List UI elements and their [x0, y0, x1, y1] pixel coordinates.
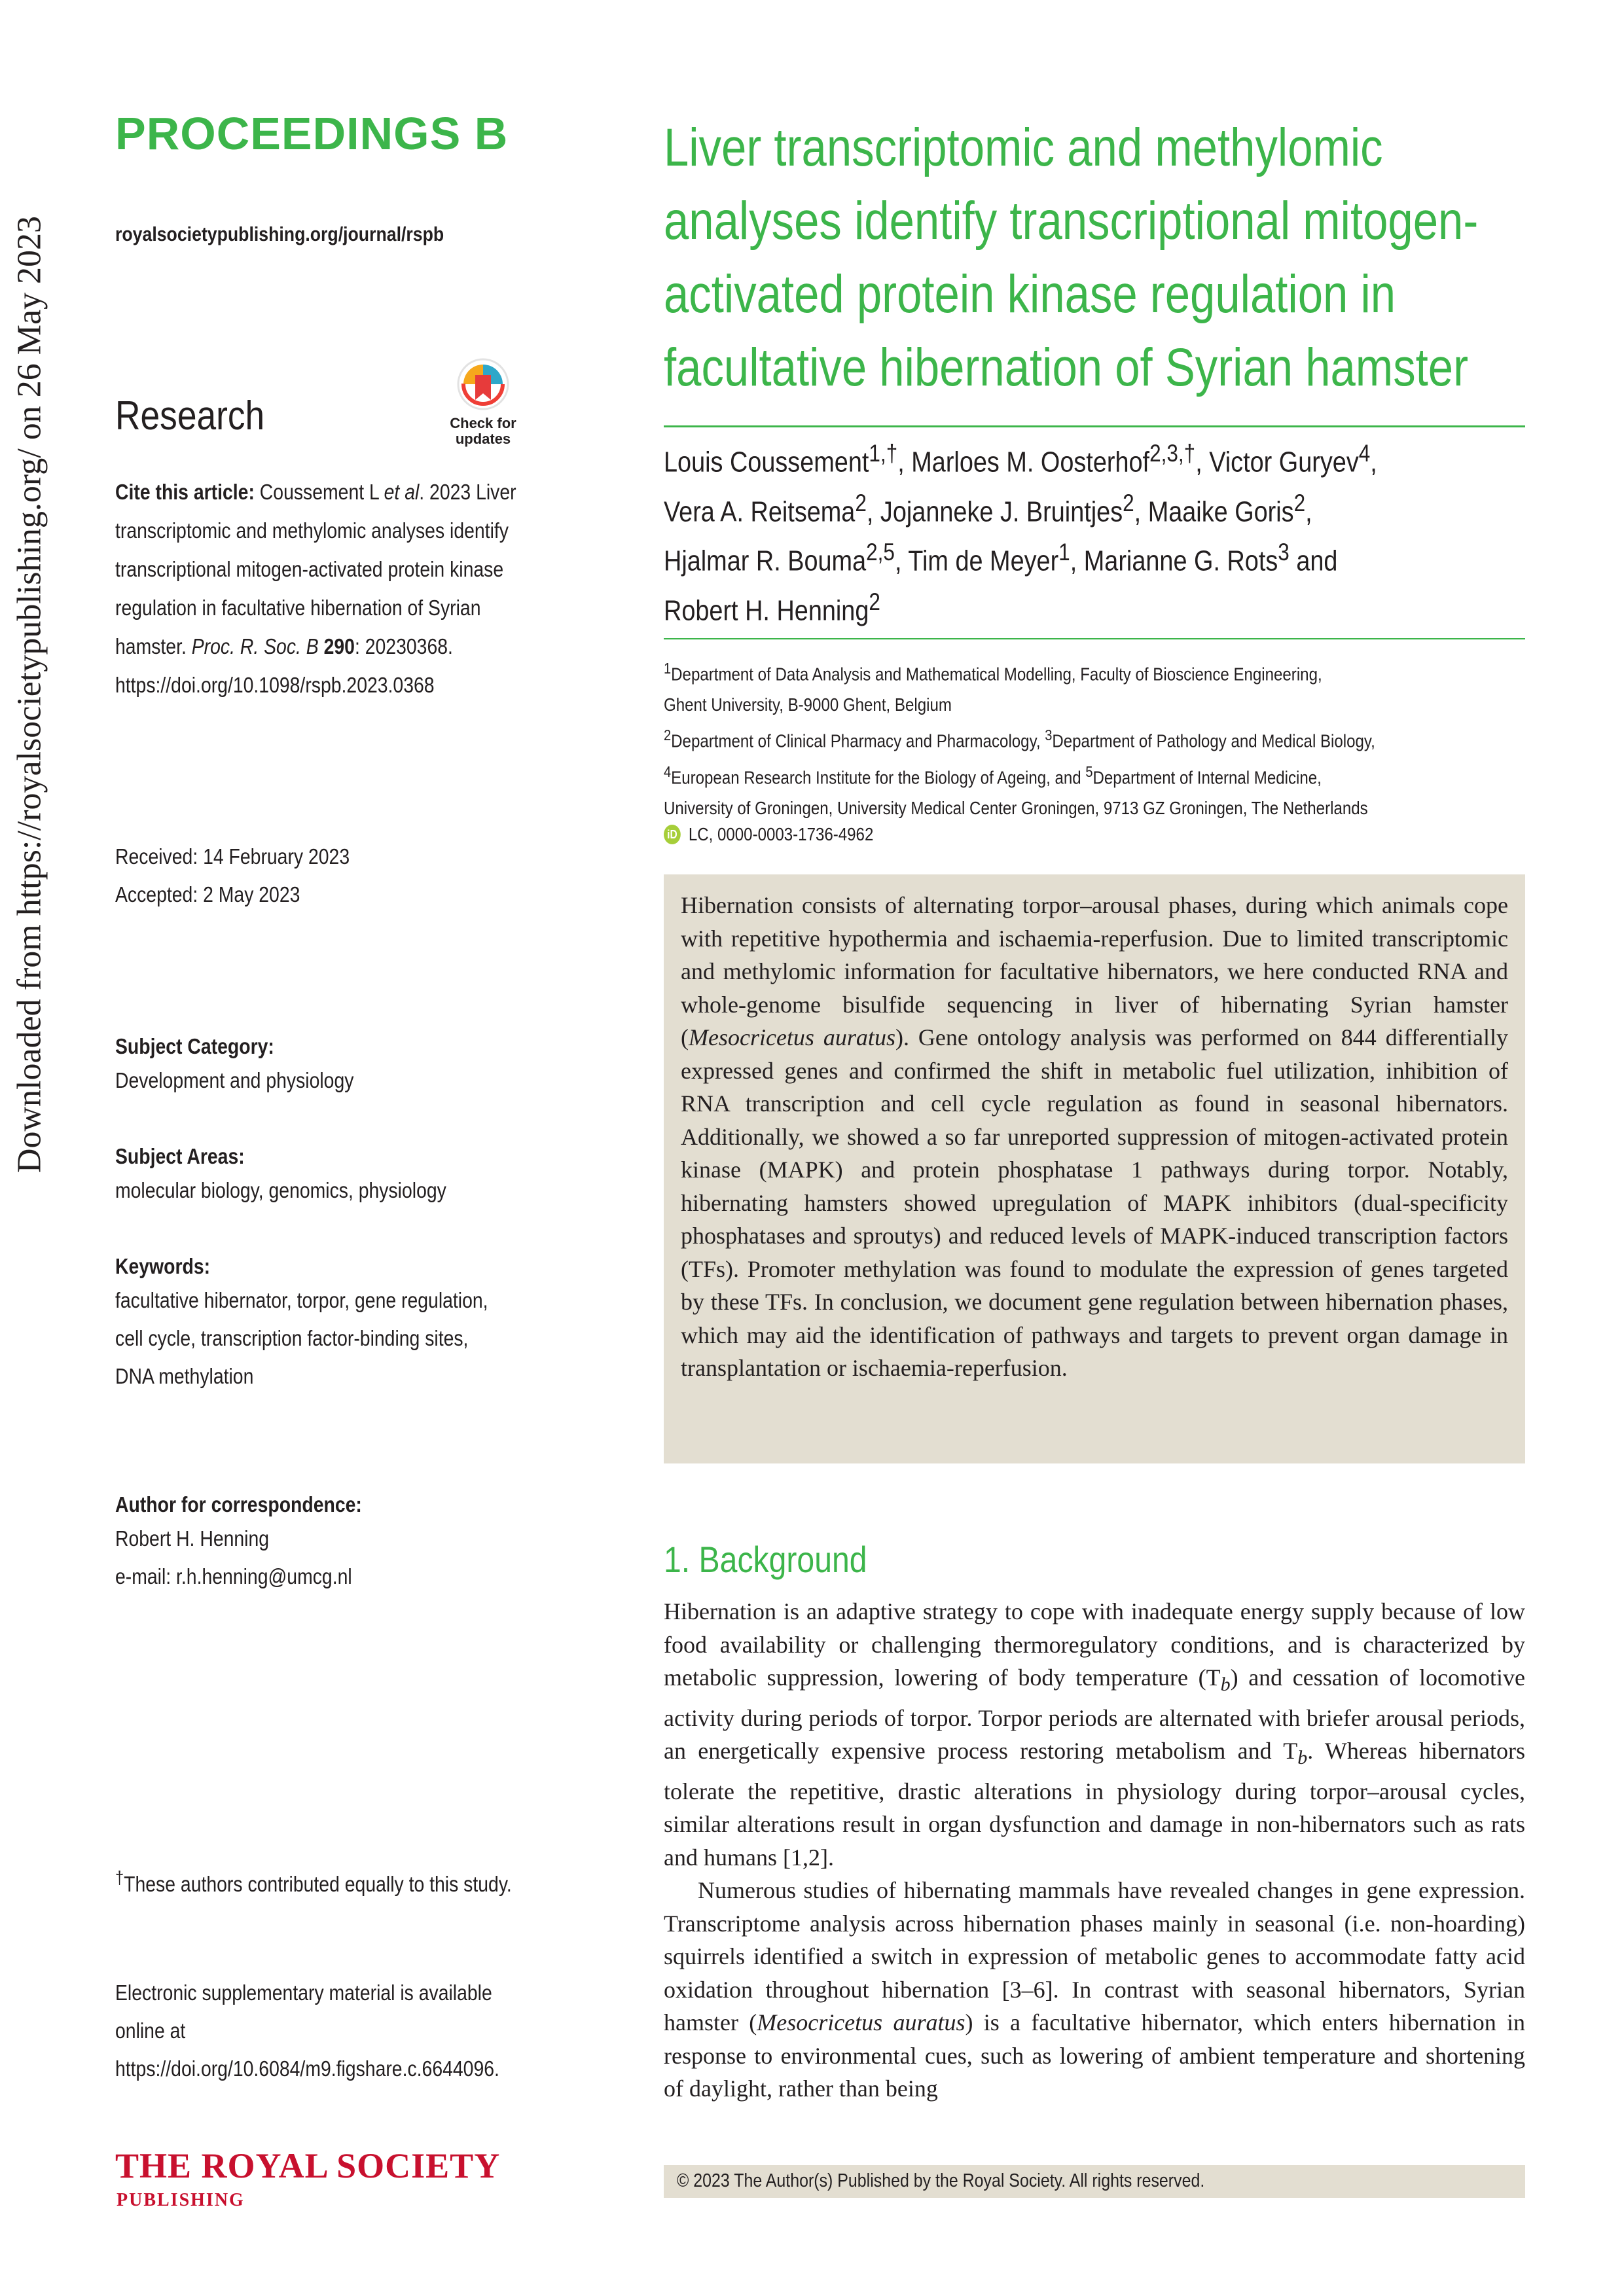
correspondence-name: Robert H. Henning: [115, 1526, 270, 1551]
accepted-date: Accepted: 2 May 2023: [115, 882, 300, 906]
subject-areas-value: molecular biology, genomics, physiology: [115, 1178, 446, 1202]
title-line: facultative hibernation of Syrian hamster: [664, 338, 1469, 397]
author-affil: 2: [1123, 489, 1134, 516]
supplementary-note: Electronic supplementary material is available online at https://doi.org/10.6084/m9.figshare.c.6644096.: [115, 1981, 499, 2081]
journal-name: PROCEEDINGS B: [115, 108, 509, 159]
author-affil: 1,†: [869, 440, 898, 467]
affil-text: Department of Clinical Pharmacy and Pharmacology,: [671, 730, 1045, 751]
subject-category-label: Subject Category:: [115, 1034, 274, 1058]
affil-text: Ghent University, B-9000 Ghent, Belgium: [664, 694, 952, 715]
keywords-label: Keywords:: [115, 1254, 211, 1278]
author-affil: 2: [869, 588, 880, 615]
author-name: Hjalmar R. Bouma: [664, 545, 867, 577]
crossmark-icon: [444, 357, 522, 416]
subject-areas-label: Subject Areas:: [115, 1144, 245, 1168]
abstract-text: [681, 889, 1508, 1385]
keywords-line: facultative hibernator, torpor, gene regulation,: [115, 1288, 488, 1312]
abstract-box: [664, 874, 1525, 1463]
download-stamp-text: Downloaded from https://royalsocietypublishing.org/ on 26 May 2023: [10, 215, 48, 1174]
author-name: Maaike Goris: [1147, 495, 1294, 528]
footnote-mark: †: [115, 1867, 124, 1888]
crossmark-label-2: updates: [455, 431, 511, 447]
author-name: Marloes M. Oosterhof: [911, 446, 1150, 478]
affil-number: 2: [664, 726, 672, 744]
orcid-icon: iD: [664, 825, 681, 844]
affil-text: Department of Data Analysis and Mathematical Modelling, Faculty of Bioscience Engineering,: [671, 664, 1322, 685]
keywords-line: cell cycle, transcription factor-binding sites,: [115, 1326, 469, 1350]
author-affil: 3: [1278, 539, 1290, 566]
background-body: [664, 1595, 1525, 2106]
author-affil: 2: [855, 489, 867, 516]
title-line: Liver transcriptomic and methylomic: [664, 118, 1383, 177]
received-date: Received: 14 February 2023: [115, 844, 350, 869]
cite-et-al: et al: [384, 480, 420, 504]
background-paragraph-2: Numerous studies of hibernating mammals have revealed changes in gene expression. Transcriptome analysis across hibernation phases mainly in seasonal (i.e. non-hoarding) squirrels identified a switch in expression of metabolic genes to accommodate fatty acid oxidation throughout hibernation [3–6]. In contrast with seasonal hibernators, Syrian hamster (Mesocricetus auratus) is a facultative hibernator, which enters hibernation in response to environmental cues, such as lowering of ambient temperature and shortening of daylight, rather than being: [664, 1877, 1525, 2102]
title-line: activated protein kinase regulation in: [664, 264, 1396, 324]
subject-areas-block: [115, 1144, 534, 1210]
check-for-updates-badge[interactable]: [444, 357, 522, 448]
authors-divider: [664, 638, 1525, 639]
author-name: Tim de Meyer: [908, 545, 1059, 577]
affil-number: 5: [1085, 762, 1093, 780]
equal-contribution-footnote: [115, 1859, 532, 1903]
cite-doi-link[interactable]: https://doi.org/10.1098/rspb.2023.0368: [115, 673, 435, 697]
affil-text: Department of Internal Medicine,: [1092, 766, 1322, 787]
orcid-text: LC, 0000-0003-1736-4962: [688, 824, 874, 844]
author-affil: 4: [1358, 440, 1371, 467]
author-name: Victor Guryev: [1209, 446, 1359, 478]
author-affil: 1: [1058, 539, 1070, 566]
affil-text: Department of Pathology and Medical Biology,: [1052, 730, 1375, 751]
affil-number: 1: [664, 660, 672, 677]
article-type: Research: [115, 393, 265, 439]
keywords-block: [115, 1254, 534, 1395]
section-heading-background: 1. Background: [664, 1539, 867, 1580]
cite-text-2: . 2023 Liver transcriptomic and methylomic analyses identify transcriptional mitogen-activated protein kinase regulation in facultative hibernation of Syrian hamster.: [115, 480, 516, 658]
abstract-part: Hibernation consists of alternating torpor–arousal phases, during which animals cope with repetitive hypothermia and ischaemia-reperfusion. Due to limited transcriptomic and methylomic information for facultative hibernators, we here conducted RNA and whole-genome bisulfide sequencing in liver of hibernating Syrian hamster (: [681, 892, 1508, 1050]
cite-label: Cite this article:: [115, 480, 255, 504]
affil-text: European Research Institute for the Biology of Ageing, and: [671, 766, 1086, 787]
background-paragraph-1: Hibernation is an adaptive strategy to cope with inadequate energy supply because of low food availability or challenging thermoregulatory conditions, and is characterized by metabolic suppression, lowering of body temperature $(T_b)$ and cessation of locomotive activity during periods of torpor. Torpor periods are alternated with briefer arousal periods, an energetically expensive process restoring metabolism and $T_b$. Whereas hibernators tolerate the repetitive, drastic alterations in physiology during torpor–arousal cycles, similar alterations result in organ dysfunction and damage in non-hibernators such as rats and humans [1,2].: [664, 1598, 1525, 1871]
cite-journal: Proc. R. Soc. B: [191, 634, 319, 658]
copyright-text: © 2023 The Author(s) Published by the Royal Society. All rights reserved.: [677, 2170, 1205, 2191]
affiliations: [664, 653, 1519, 823]
orcid-line[interactable]: [664, 824, 1227, 845]
author-affil: 2,5: [866, 539, 895, 566]
author-affil: 2,3,†: [1149, 440, 1196, 467]
cite-volume: 290: [323, 634, 355, 658]
dates-block: [115, 838, 532, 914]
author-name: Vera A. Reitsema: [664, 495, 856, 528]
cite-text-1: Coussement L: [259, 480, 384, 504]
author-list: Louis Coussement$^{1,\dagger}$, Marloes M. Oosterhof$^{2,3,\dagger}$, Victor Guryev$^4$, Vera A. Reitsema$^2$, Jojanneke J. Bruintjes$^2$, Maaike Goris$^2$, Hjalmar R. Bouma$^{2,5}$, Tim de Meyer$^1$, Marianne G. Rots$^3$ and Robert H. Henning$^2$: [664, 440, 1377, 627]
abstract-part: ). Gene ontology analysis was performed on 844 differentially expressed genes and confirmed the shift in metabolic fuel utilization, inhibition of RNA transcription and cell cycle regulation as found in seasonal hibernators. Additionally, we showed a so far unreported suppression of mitogen-activated protein kinase (MAPK) and protein phosphatase 1 pathways during torpor. Notably, hibernating hamsters showed upregulation of MAPK inhibitors (dual-specificity phosphatases and sproutys) and reduced levels of MAPK-induced transcription factors (TFs). Promoter methylation was found to modulate the expression of genes targeted by these TFs. In conclusion, we document gene regulation between hibernation phases, which may aid the identification of pathways and targets to prevent organ damage in transplantation or ischaemia-reperfusion.: [681, 1024, 1508, 1381]
author-name: Robert H. Henning: [664, 594, 869, 627]
authors-and: and: [1296, 545, 1338, 577]
correspondence-block: [115, 1492, 534, 1596]
subject-category-block: [115, 1034, 534, 1100]
title-divider: [664, 425, 1525, 427]
keywords-line: DNA methylation: [115, 1364, 254, 1388]
author-name: Jojanneke J. Bruintjes: [880, 495, 1123, 528]
abstract-species: Mesocricetus auratus: [689, 1024, 895, 1050]
affil-text: University of Groningen, University Medical Center Groningen, 9713 GZ Groningen, The Netherlands: [664, 797, 1368, 818]
affil-number: 4: [664, 762, 672, 780]
footnote-text: These authors contributed equally to this study.: [124, 1872, 512, 1896]
journal-url[interactable]: royalsocietypublishing.org/journal/rspb: [115, 223, 444, 245]
author-name: Louis Coussement: [664, 446, 869, 478]
title-line: analyses identify transcriptional mitogen-: [664, 191, 1479, 251]
affil-number: 3: [1045, 726, 1053, 744]
cite-article-no: : 20230368.: [354, 634, 453, 658]
author-name: Marianne G. Rots: [1083, 545, 1278, 577]
correspondence-email[interactable]: e-mail: r.h.henning@umcg.nl: [115, 1564, 352, 1588]
citation-block: [115, 473, 532, 704]
correspondence-label: Author for correspondence:: [115, 1492, 362, 1516]
publisher-logo-line1: THE ROYAL SOCIETY: [115, 2146, 501, 2185]
article-title: [664, 111, 1521, 404]
author-affil: 2: [1293, 489, 1306, 516]
copyright-bar: [664, 2165, 1525, 2198]
publisher-logo-line2: PUBLISHING: [117, 2190, 245, 2210]
subject-category-value: Development and physiology: [115, 1068, 354, 1092]
crossmark-label-1: Check for: [450, 415, 516, 431]
